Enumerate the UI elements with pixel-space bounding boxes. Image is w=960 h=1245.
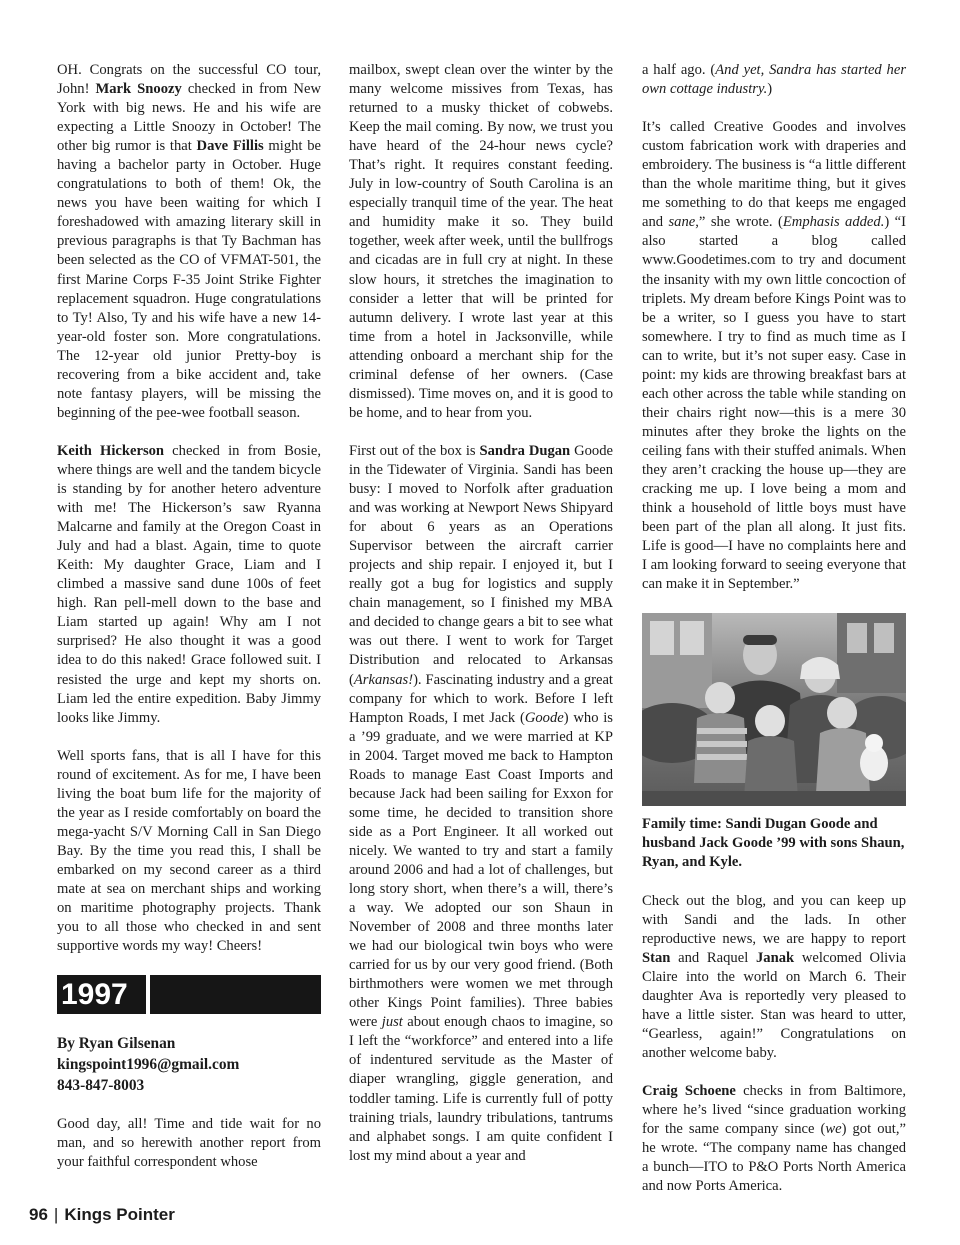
class-year-banner bbox=[57, 975, 321, 1014]
article-paragraph: It’s called Creative Goodes and involves custom fabrication work with draperies and embroidery. The business is “a little different than the whole maritime thing, but it gives me something to do that keeps me engaged and sane,” she wrote. (Emphasis added.) “I also started a blog called www.Goodetimes.com to try and document the insanity with my own little concoction of triplets. My dream before Kings Point was to be a writer, so I guess you have to start somewhere. I try to find as much time as I can to write, but it’s not super easy. Case in point: my kids are throwing breakfast bars at each other across the table while standing on their chairs right now—this is a mere 30 minutes after they broke the lights on the ceiling fans with their stuffed animals. When they aren’t cracking the house up—they are cracking me up. I love being a mom and think a household of little boys must have been part of the plan all along. It just fits. Life is good—I have no complaints here and I am looking forward to seeing everyone that can make it in September.” bbox=[642, 119, 906, 593]
article-column-3 bbox=[642, 61, 906, 1196]
person-name: Keith Hickerson bbox=[57, 442, 165, 459]
byline bbox=[57, 1033, 321, 1096]
person-name: Dave Fillis bbox=[196, 138, 264, 155]
person-name: Mark Snoozy bbox=[95, 81, 182, 98]
person-name: Stan bbox=[642, 949, 671, 966]
article-paragraph: Check out the blog, and you can keep up with Sandi and the lads. In other reproductive news, we are happy to report Stan and Raquel Janak welcomed Olivia Claire into the world on March 6. Their daughter Ava is reportedly very pleased to have a little sister. Stan was heard to utter, “Gearless, again!” Congratulations on another welcome baby. bbox=[642, 892, 907, 1061]
article-paragraph: Craig Schoene checks in from Baltimore, where he’s lived “since graduation working for the same company since (we) got out,” he wrote. “The company name has changed a bunch—ITO to P&O Ports North America and now Ports America. bbox=[642, 1083, 906, 1195]
person-name: Sandra Dugan bbox=[479, 442, 571, 459]
footer-separator: | bbox=[53, 1205, 59, 1224]
banner-bar bbox=[150, 975, 321, 1014]
article-paragraph: Good day, all! Time and tide wait for no man, and so herewith another report from your faithful correspondent whose bbox=[57, 1116, 321, 1171]
article-paragraph: OH. Congrats on the successful CO tour, John! Mark Snoozy checked in from New York with big news. He and his wife are expecting a Little Snoozy in October! The other big rumor is that Dave Fillis might be having a bachelor party in October. Huge congratulations to both of them! Ok, the news you have been waiting for which I foreshadowed with amazing literary skill in previous paragraphs is that Ty Bachman has been selected as the CO of VFMAT-501, the first Marine Corps F-35 Joint Strike Fighter replacement squadron. Huge congratulations to Ty! Also, Ty and his wife have a new 14-year-old foster son. More congratulations. The 12-year old junior Pretty-boy is recovering from a bike accident and, take note fantasy players, will be missing the beginning of the pee-wee football season. bbox=[57, 62, 321, 421]
page-footer bbox=[29, 1205, 175, 1225]
person-name: Janak bbox=[755, 949, 795, 966]
photo-caption: Family time: Sandi Dugan Goode and husband Jack Goode ’99 with sons Shaun, Ryan, and Kyle. bbox=[642, 816, 905, 871]
family-photo bbox=[642, 613, 906, 806]
article-paragraph: Keith Hickerson checked in from Bosie, where things are well and the tandem bicycle is standing by for another hetero adventure with me! The Hickerson’s saw Ryanna Malcarne and family at the Oregon Coast in July and had a blast. Again, time to quote Keith: My daughter Grace, Liam and I climbed a massive sand dune 100s of feet high. Ran pell-mell down to the base and Liam started up again! Why am I not surprised? He also thought it was a good idea to do this naked! Grace followed suit. I resisted the urge and kept my shorts on. Liam led the entire expedition. Baby Jimmy looks like Jimmy. bbox=[57, 442, 321, 726]
article-column-1 bbox=[57, 61, 321, 1172]
class-year-label: 1997 bbox=[57, 975, 146, 1014]
page-number: 96 bbox=[29, 1205, 48, 1224]
byline-phone: 843-847-8003 bbox=[57, 1077, 145, 1095]
publication-name: Kings Pointer bbox=[64, 1205, 175, 1224]
article-paragraph: mailbox, swept clean over the winter by the many welcome missives from Texas, has returned to a musky thicket of cobwebs. Keep the mail coming. By now, we trust you have heard of the 24-hour news cycle? That’s right. It requires constant feeding. July in low-country of South Carolina is an especially tranquil time of the year. The heat and humidity make it so. They build together, week after week, until the bullfrogs and cicadas are in full cry at night. In these slow hours, it stretches the imagination to consider a letter that will be printed for autumn delivery. I wrote last year at this time from a hotel in Jacksonville, while attending onboard a merchant ship for the criminal defense of her owners. (Case dismissed). Time moves on, and it is good to be home, and to hear from you. bbox=[349, 62, 613, 421]
person-name: Craig Schoene bbox=[642, 1083, 736, 1100]
article-paragraph: First out of the box is Sandra Dugan Goode in the Tidewater of Virginia. Sandi has been busy: I moved to Norfolk after graduation and was working at Newport News Shipyard for about 6 years as an Operations Supervisor between the aircraft carrier projects and ship repair. I enjoyed it, but I really got a bug for logistics and supply chain management, so I finished my MBA and decided to change gears a bit to see what was out there. I went to work for Target Distribution and relocated to Arkansas (Arkansas!). Fascinating industry and a great company for which to work. Before I left Hampton Roads, I met Jack (Goode) who is a ’99 graduate, and we were married at KP in 2004. Target moved me back to Hampton Roads to manage East Coast Imports and because Jack had been sailing for Exxon for some time, he decided to transition shore side as a Port Engineer. It all worked out nicely. We wanted to try and start a family around 2006 and had a lot of challenges, but long story short, when there’s a will, there’s a way. We adopted our son Shaun in November of 2008 and three months later we had our biological twin boys who were carried for us by our very good friend. (Both birthmothers were women we met through other Kings Point families). Three babies were just about enough chaos to imagine, so I left the “workforce” and entered into a life of indentured servitude as the Master of diaper wrangling, giggle generation, and toddler taming. Life is currently full of potty training trials, laundry tribulations, tantrums and alphabet songs. I am quite confident I lost my mind about a year and bbox=[349, 442, 614, 1164]
article-paragraph: a half ago. (And yet, Sandra has started her own cottage industry.) bbox=[642, 62, 906, 98]
byline-email: kingspoint1996@gmail.com bbox=[57, 1056, 240, 1074]
byline-author: By Ryan Gilsenan bbox=[57, 1035, 176, 1053]
article-paragraph: Well sports fans, that is all I have for this round of excitement. As for me, I have been living the boat bum life for the majority of the year as I reside comfortably on board the mega-yacht S/V Morning Call in San Diego Bay. By the time you read this, I shall be embarked on my second career as a third mate at sea on merchant ships and working on maritime photography projects. Thank you to all those who checked in and sent supportive words my way! Cheers! bbox=[57, 747, 321, 955]
article-column-2 bbox=[349, 61, 613, 1166]
